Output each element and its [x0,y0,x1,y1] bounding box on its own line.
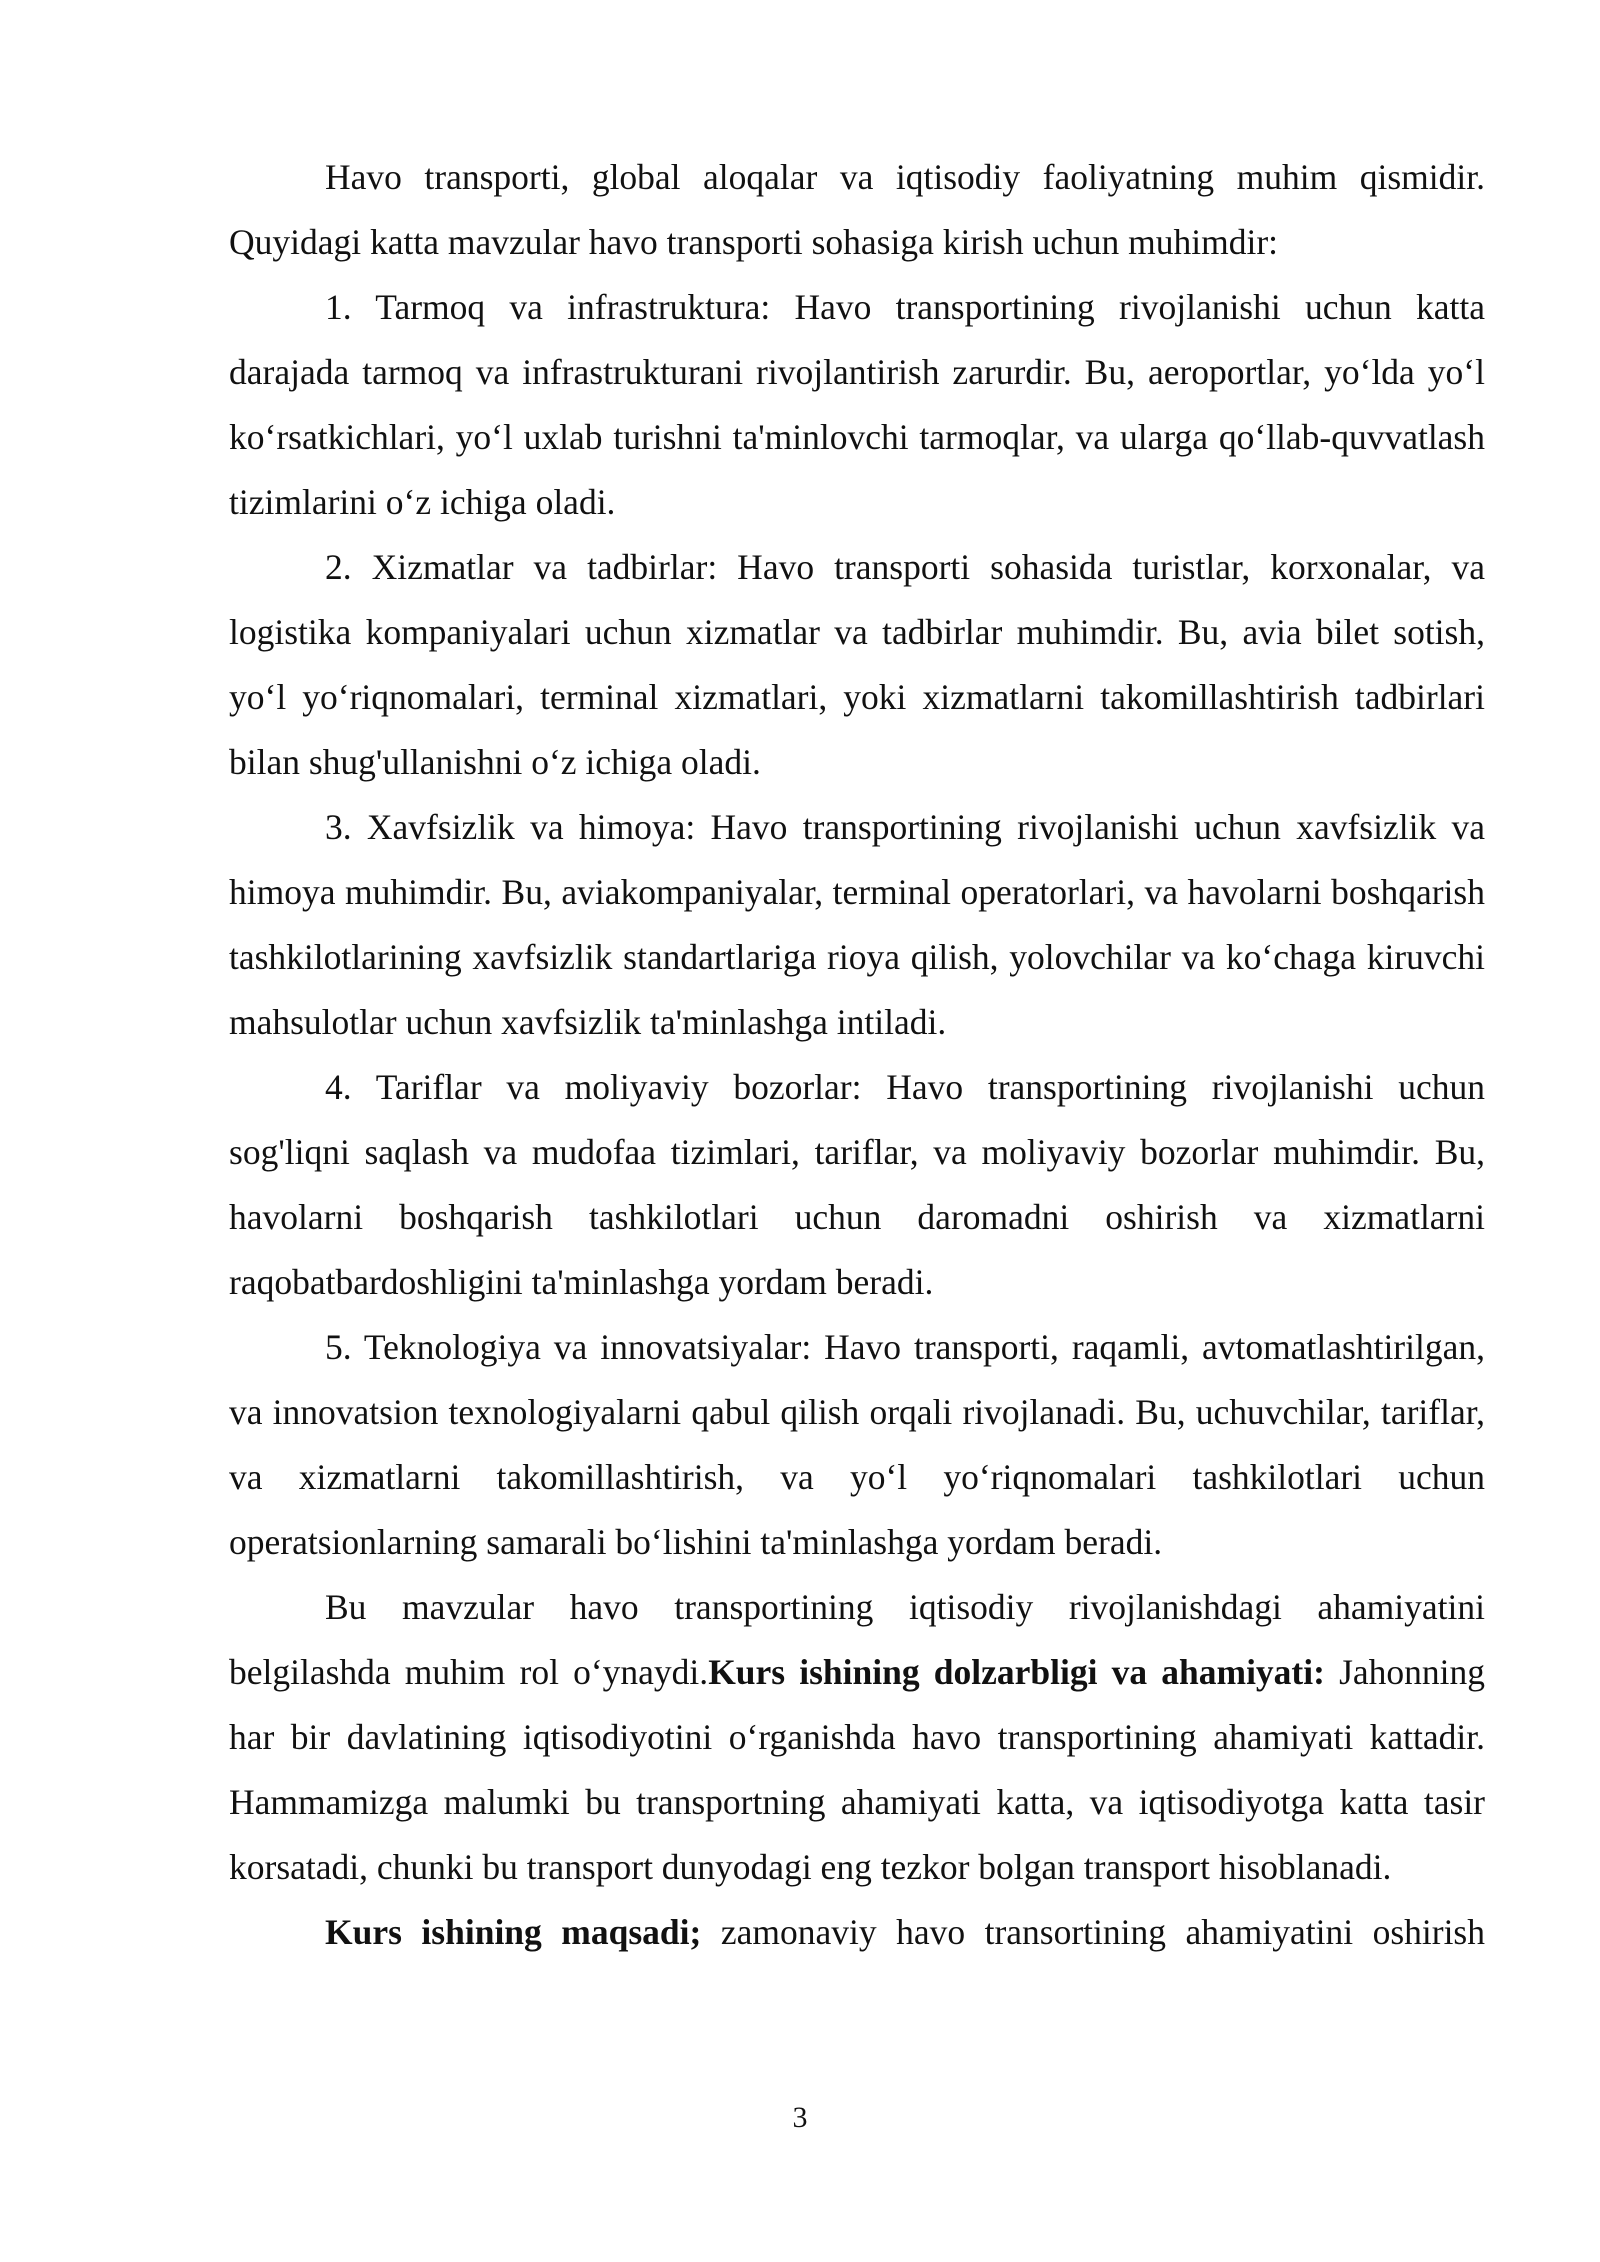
item-1-paragraph: 1. Tarmoq va infrastruktura: Havo transportining rivojlanishi uchun katta darajada tarmoq va infrastrukturani rivojlantirish zarurdir. Bu, aeroportlar, yo‘lda yo‘l ko‘rsatkichlari, yo‘l uxlab turishni ta'minlovchi tarmoqlar, va ularga qo‘llab-quvvatlash tizimlarini o‘z ichiga oladi. [229,287,1485,522]
goal-heading: Kurs ishining maqsadi; [325,1912,702,1952]
item-2-paragraph: 2. Xizmatlar va tadbirlar: Havo transporti sohasida turistlar, korxonalar, va logistika kompaniyalari uchun xizmatlar va tadbirlar muhimdir. Bu, avia bilet sotish, yo‘l yo‘riqnomalari, terminal xizmatlari, yoki xizmatlarni takomillashtirish tadbirlari bilan shug'ullanishni o‘z ichiga oladi. [229,547,1485,782]
page-body [229,145,1485,1965]
page-number: 3 [792,2101,808,2134]
item-4-paragraph: 4. Tariflar va moliyaviy bozorlar: Havo transportining rivojlanishi uchun sog'liqni saqlash va mudofaa tizimlari, tariflar, va moliyaviy bozorlar muhimdir. Bu, havolarni boshqarish tashkilotlari uchun daromadni oshirish va xizmatlarni raqobatbardoshligini ta'minlashga yordam beradi. [229,1067,1485,1302]
goal-body-text: zamonaviy havo transortining ahamiyatini oshirish [701,1912,1485,1952]
goal-paragraph [229,1900,1485,1965]
relevance-heading: Kurs ishining dolzarbligi va ahamiyati: [708,1652,1325,1692]
relevance-paragraph [229,1575,1485,1900]
item-3-paragraph: 3. Xavfsizlik va himoya: Havo transportining rivojlanishi uchun xavfsizlik va himoya muhimdir. Bu, aviakompaniyalar, terminal operatorlari, va havolarni boshqarish tashkilotlarining xavfsizlik standartlariga rioya qilish, yolovchilar va ko‘chaga kiruvchi mahsulotlar uchun xavfsizlik ta'minlashga intiladi. [229,807,1485,1042]
item-5-paragraph: 5. Teknologiya va innovatsiyalar: Havo transporti, raqamli, avtomatlashtirilgan, va innovatsion texnologiyalarni qabul qilish orqali rivojlanadi. Bu, uchuvchilar, tariflar, va xizmatlarni takomillashtirish, va yo‘l yo‘riqnomalari tashkilotlari uchun operatsionlarning samarali bo‘lishini ta'minlashga yordam beradi. [229,1327,1485,1562]
relevance-body-text: Jahonning har bir davlatining iqtisodiyotini o‘rganishda havo transportining ahamiyati kattadir. Hammamizga malumki bu transportning ahamiyati katta, va iqtisodiyotga katta tasir korsatadi, chunki bu transport dunyodagi eng tezkor bolgan transport hisoblanadi. [229,1652,1486,1887]
relevance-lead-text: Bu mavzular havo transportining iqtisodiy rivojlanishdagi ahamiyatini belgilashda muhim rol o‘ynaydi. [229,1587,1485,1692]
intro-paragraph: Havo transporti, global aloqalar va iqtisodiy faoliyatning muhim qismidir. Quyidagi katta mavzular havo transporti sohasiga kirish uchun muhimdir: [229,157,1485,262]
